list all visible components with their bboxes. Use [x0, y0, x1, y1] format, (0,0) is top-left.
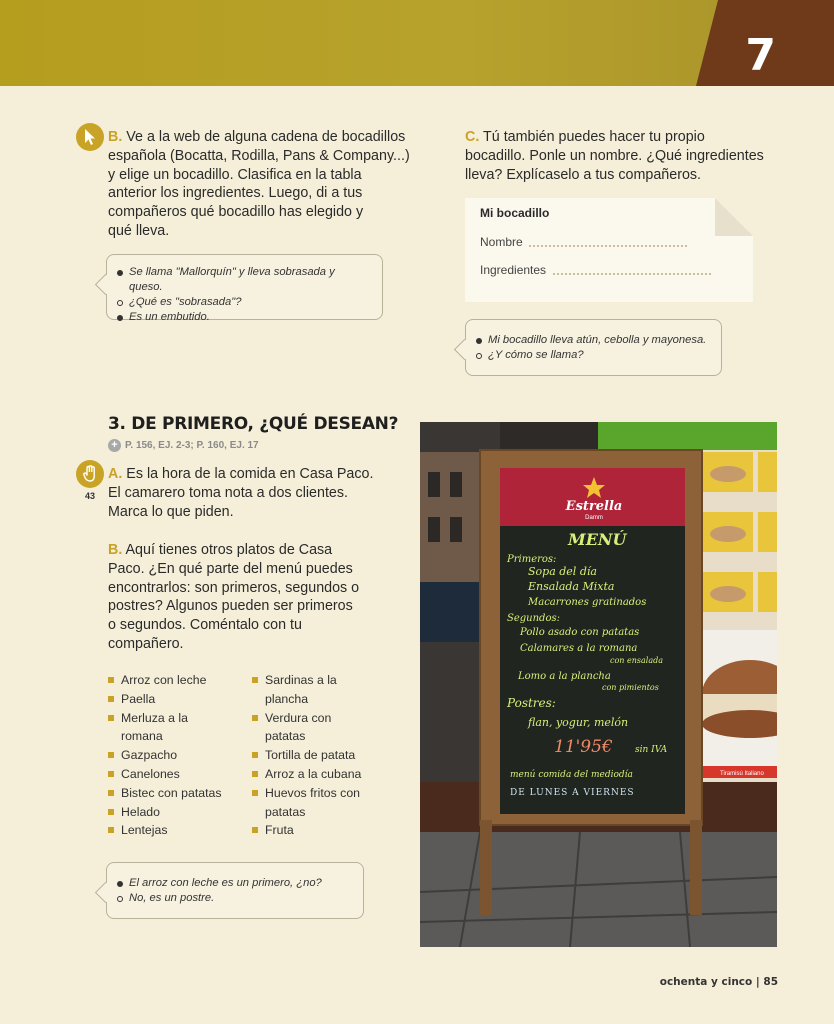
- food-item: [252, 709, 392, 747]
- activity-3b-line: [108, 579, 408, 598]
- bubble-line: [129, 891, 351, 906]
- board-line: 11'95€: [554, 737, 613, 757]
- audio-track-number: 43: [85, 491, 96, 501]
- activity-3a-line: [108, 465, 408, 484]
- board-line: flan, yogur, melón: [528, 716, 629, 729]
- food-item: [252, 746, 392, 765]
- activity-c-line: [465, 147, 795, 166]
- bubble-line: [129, 876, 351, 891]
- card-fold: [715, 198, 753, 236]
- audio-hand-icon[interactable]: [76, 460, 104, 488]
- plus-icon: +: [108, 439, 121, 452]
- activity-3b-line-text: Aquí tienes otros platos de Casa: [125, 542, 333, 558]
- activity-3b-letter: B.: [108, 542, 123, 558]
- menu-board-photo: [420, 422, 777, 947]
- food-item: [108, 746, 248, 765]
- board-line: Macarrones gratinados: [528, 597, 647, 608]
- food-item: [108, 671, 248, 690]
- activity-3b-line: [108, 616, 408, 635]
- filled-bullet-icon: [476, 338, 482, 344]
- food-item-text: Helado: [121, 804, 160, 819]
- food-item: [252, 765, 392, 784]
- unit-number: 7: [745, 30, 776, 81]
- speech-bubble-c: [465, 319, 722, 376]
- activity-c-line: [465, 166, 795, 185]
- food-item-text: Tortilla de patata: [265, 748, 356, 763]
- activity-c-line-text: Tú también puedes hacer tu propio: [483, 129, 705, 145]
- bubble-text: Mi bocadillo lleva atún, cebolla y mayonesa.: [488, 334, 707, 346]
- bubble-text: ¿Y cómo se llama?: [488, 349, 584, 361]
- activity-c-line: [465, 128, 795, 147]
- food-item-text: plancha: [265, 691, 309, 706]
- board-line: Pollo asado con patatas: [520, 627, 640, 638]
- speech-bubble-b: [106, 254, 383, 323]
- food-item-text: Bistec con patatas: [121, 785, 222, 800]
- activity-b-line-text: Ve a la web de alguna cadena de bocadillos: [126, 129, 406, 145]
- name-write-line[interactable]: [529, 245, 687, 247]
- food-item-text: romana: [121, 729, 163, 744]
- activity-3a-line: [108, 484, 408, 503]
- food-item: [252, 821, 392, 840]
- board-line: Postres:: [507, 696, 556, 710]
- board-line: sin IVA: [635, 745, 668, 755]
- food-item: [252, 671, 392, 709]
- card-title: Mi bocadillo: [480, 206, 550, 220]
- food-list-left: [108, 671, 248, 840]
- filled-bullet-icon: [117, 315, 123, 321]
- board-line: DE LUNES A VIERNES: [510, 788, 635, 798]
- bubble-line: [129, 310, 370, 325]
- activity-3a-line: [108, 503, 408, 522]
- food-item-text: patatas: [265, 729, 306, 744]
- empty-bullet-icon: [117, 300, 123, 306]
- activity-3b-line-text: postres? Algunos pueden ser primeros: [108, 598, 353, 615]
- food-item: [108, 690, 248, 709]
- activity-b-letter: B.: [108, 129, 123, 145]
- food-item-text: Arroz con leche: [121, 673, 207, 687]
- activity-3b-line-text: Paco. ¿En qué parte del menú puedes: [108, 560, 353, 577]
- activity-c-letter: C.: [465, 129, 480, 145]
- filled-bullet-icon: [117, 881, 123, 887]
- food-item-text: Paella: [121, 691, 156, 706]
- food-item: [108, 803, 248, 822]
- board-line: Calamares a la romana: [520, 643, 638, 654]
- food-item-text: Verdura con: [265, 710, 332, 725]
- food-item-text: Huevos fritos con: [265, 785, 361, 800]
- food-item: [108, 765, 248, 784]
- food-item-text: Arroz a la cubana: [265, 766, 362, 781]
- activity-c-line-text: bocadillo. Ponle un nombre. ¿Qué ingredientes: [465, 147, 764, 164]
- board-line: Lomo a la plancha: [518, 671, 611, 682]
- bubble-text: No, es un postre.: [129, 892, 215, 904]
- activity-3b-line-text: encontrarlos: son primeros, segundos o: [108, 579, 360, 596]
- exercise-reference: [108, 439, 259, 452]
- activity-3b-line: [108, 597, 408, 616]
- activity-3b-text: [108, 541, 408, 654]
- food-item-text: Gazpacho: [121, 748, 178, 763]
- board-line: con pimientos: [602, 683, 659, 692]
- empty-bullet-icon: [476, 353, 482, 359]
- activity-3b-line: [108, 560, 408, 579]
- bubble-text: ¿Qué es "sobrasada"?: [129, 296, 242, 308]
- board-line: Sopa del día: [528, 565, 597, 578]
- activity-3b-line: [108, 541, 408, 560]
- brand-sub: Damm: [585, 515, 603, 521]
- activity-b-line: [108, 222, 438, 241]
- food-item-text: patatas: [265, 804, 306, 819]
- activity-b-line-text: y elige un bocadillo. Clasifica en la tabla: [108, 166, 362, 183]
- food-list-right: [252, 671, 392, 840]
- filled-bullet-icon: [117, 270, 123, 276]
- empty-bullet-icon: [117, 896, 123, 902]
- board-line: Segundos:: [507, 613, 560, 624]
- board-title: MENÚ: [568, 530, 627, 549]
- bubble-text: El arroz con leche es un primero, ¿no?: [129, 877, 322, 889]
- bubble-text: Es un embutido.: [129, 311, 210, 323]
- activity-3a-line-text: Marca lo que piden.: [108, 503, 234, 520]
- activity-3b-line-text: o segundos. Coméntalo con tu: [108, 617, 302, 634]
- bubble-line: [129, 295, 370, 310]
- activity-3b-line-text: compañero.: [108, 635, 184, 652]
- activity-b-text: [108, 128, 438, 241]
- speech-bubble-3: [106, 862, 364, 919]
- food-item: [108, 821, 248, 840]
- activity-b-line: [108, 166, 438, 185]
- section-title: 3. DE PRIMERO, ¿QUÉ DESEAN?: [108, 414, 399, 434]
- activity-c-line-text: lleva? Explícaselo a tus compañeros.: [465, 166, 702, 183]
- bubble-text: Se llama "Mallorquín" y lleva sobrasada y queso.: [129, 266, 335, 293]
- activity-3a-text: [108, 465, 408, 521]
- cursor-icon: [76, 123, 104, 151]
- food-item: [108, 784, 248, 803]
- food-item-text: Fruta: [265, 823, 294, 838]
- food-item-text: Sardinas a la: [265, 673, 337, 687]
- bubble-line: [129, 265, 370, 295]
- activity-3a-line-text: El camarero toma nota a dos clientes.: [108, 484, 348, 501]
- board-line: Ensalada Mixta: [528, 580, 615, 593]
- reference-text: P. 156, EJ. 2-3; P. 160, EJ. 17: [125, 440, 259, 451]
- activity-b-line: [108, 147, 438, 166]
- bubble-line: [488, 333, 709, 348]
- activity-3a-letter: A.: [108, 466, 123, 482]
- bubble-line: [488, 348, 709, 363]
- brand-name: Estrella: [565, 499, 623, 514]
- card-field-ingredients-label: Ingredientes: [480, 263, 547, 277]
- ingredients-write-line[interactable]: [553, 273, 711, 275]
- food-item-text: Canelones: [121, 766, 180, 781]
- food-item-text: Lentejas: [121, 823, 168, 838]
- activity-b-line: [108, 203, 438, 222]
- poster-caption: Tiramisú Italiano: [720, 771, 764, 777]
- activity-3a-line-text: Es la hora de la comida en Casa Paco.: [126, 466, 374, 482]
- board-line: Primeros:: [507, 554, 557, 565]
- activity-3b-line: [108, 635, 408, 654]
- food-item-text: Merluza a la: [121, 710, 188, 725]
- activity-b-line-text: española (Bocatta, Rodilla, Pans & Company...): [108, 147, 410, 164]
- activity-b-line-text: compañeros qué bocadillo has elegido y: [108, 204, 364, 221]
- board-line: con ensalada: [610, 656, 663, 665]
- page-footer: ochenta y cinco | 85: [659, 976, 778, 988]
- card-field-name-label: Nombre: [480, 235, 523, 249]
- food-item: [108, 709, 248, 747]
- activity-b-line: [108, 128, 438, 147]
- activity-b-line: [108, 184, 438, 203]
- activity-c-text: [465, 128, 795, 184]
- activity-b-line-text: qué lleva.: [108, 222, 170, 239]
- food-item: [252, 784, 392, 822]
- activity-b-line-text: anterior los ingredientes. Luego, di a tus: [108, 185, 363, 202]
- board-line: menú comida del mediodía: [510, 770, 633, 780]
